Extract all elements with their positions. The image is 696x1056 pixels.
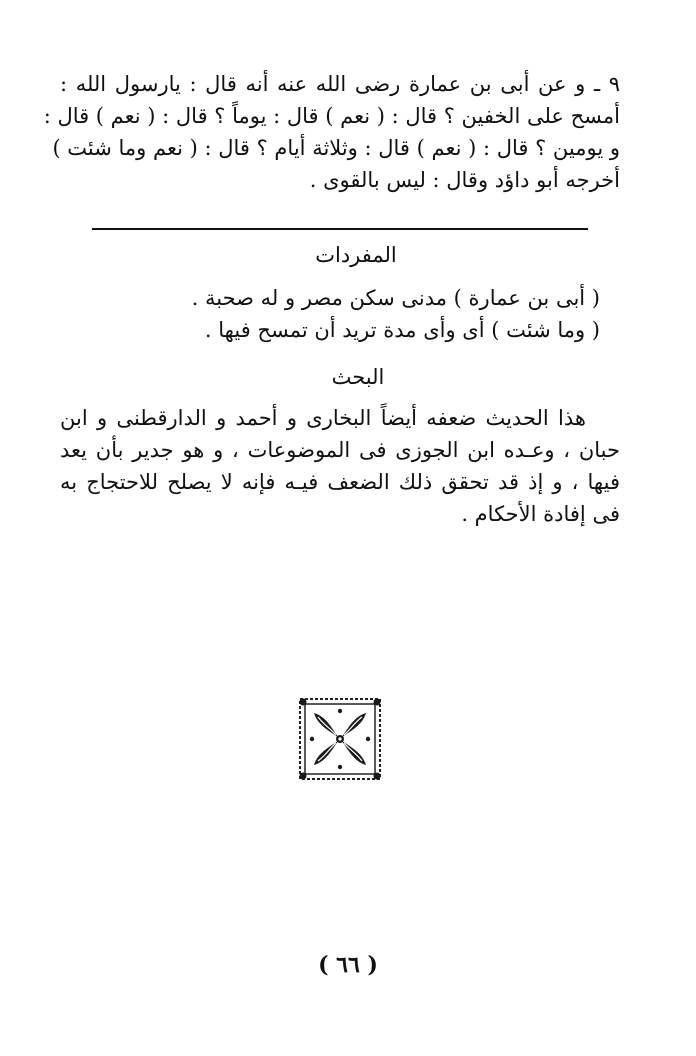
- research-line: فيها ، و إذ قد تحقق ذلك الضعف فيـه فإنه لا يصلح للاحتجاج به: [60, 470, 620, 494]
- research-heading: البحث: [331, 365, 385, 389]
- hadith-line: و يومين ؟ قال : ( نعم ) قال : وثلاثة أيام ؟ قال : ( نعم وما شئت ): [52, 136, 620, 160]
- vocabulary-item: ( أبى بن عمارة ) مدنى سكن مصر و له صحبة .: [191, 286, 600, 310]
- section-divider: [92, 228, 588, 230]
- research-line: فى إفادة الأحكام .: [461, 502, 620, 526]
- hadith-line: أمسح على الخفين ؟ قال : ( نعم ) قال : يوماً ؟ قال : ( نعم ) قال :: [43, 104, 620, 128]
- vocabulary-list: [120, 282, 600, 346]
- hadith-line: أخرجه أبو داؤد وقال : ليس بالقوى .: [309, 168, 620, 192]
- research-text: [60, 402, 620, 530]
- research-line: حبان ، وعـده ابن الجوزى فى الموضوعات ، و هو جدير بأن يعد: [60, 438, 620, 462]
- hadith-text: [43, 68, 620, 196]
- floral-ornament-icon: [298, 697, 382, 781]
- vocabulary-heading: المفردات: [315, 243, 397, 267]
- research-line: هذا الحديث ضعفه أيضاً البخارى و أحمد و الدارقطنى و ابن: [60, 406, 586, 430]
- hadith-line: ٩ ـ و عن أبى بن عمارة رضى الله عنه أنه قال : يارسول الله :: [60, 72, 620, 96]
- vocabulary-item: ( وما شئت ) أى وأى مدة تريد أن تمسح فيها .: [204, 318, 600, 342]
- page-number: ( ٦٦ ): [318, 952, 378, 978]
